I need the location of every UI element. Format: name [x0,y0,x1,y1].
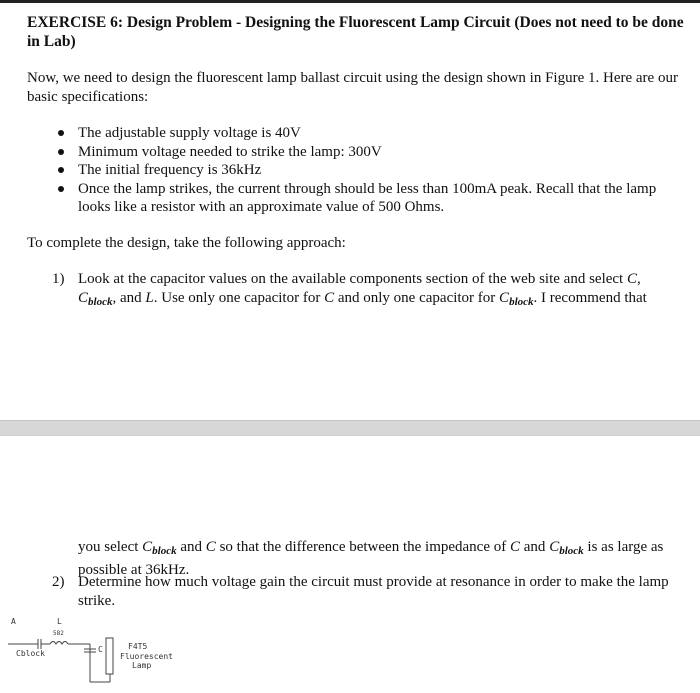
top-rule [0,0,700,3]
circuit-sketch [0,612,700,693]
step-1 [52,270,682,311]
capacitor-label: C [98,645,103,654]
lamp-model: F4T5 [128,642,148,651]
spec-item: The adjustable supply voltage is 40V [58,124,688,143]
step-2 [52,573,682,610]
lamp-label-line2: Lamp [132,661,152,670]
exercise-title: EXERCISE 6: Design Problem - Designing the Fluorescent Lamp Circuit (Does not need to be done in Lab) [27,14,684,50]
inductor-coil [50,642,68,645]
inductor-label: L [57,617,62,626]
step-1-continued-text: you select $C_{block}$ and C so that the difference between the impedance of C and $C_{block}$ is as large as possible at 36kHz. [78,539,664,578]
lamp-tube [106,638,113,674]
inductor-value: 582 [53,630,64,637]
spec-item: The initial frequency is 36kHz [58,161,688,180]
step-2-text: Determine how much voltage gain the circuit must provide at resonance in order to make the lamp strike. [78,574,669,609]
spec-list [58,124,688,217]
intro-paragraph: Now, we need to design the fluorescent lamp ballast circuit using the design shown in Figure 1. Here are our basic specifications: [27,70,678,105]
lamp-label-line1: Fluorescent [120,652,173,661]
approach-heading: To complete the design, take the following approach: [27,235,346,251]
step-2-number: 2) [52,574,65,590]
node-a-label: A [11,617,16,626]
step-1-text: Look at the capacitor values on the available components section of the web site and select C, $C_{block}$, and L. Use only one capacitor for C and only one capacitor for $C_{block}$. I recommend that [78,271,647,308]
page-divider [0,420,700,436]
cblock-label: Cblock [16,649,45,658]
step-1-number: 1) [52,271,65,287]
spec-item: Minimum voltage needed to strike the lamp: 300V [58,143,688,162]
spec-item: Once the lamp strikes, the current through should be less than 100mA peak. Recall that the lamp looks like a resistor with an approximate value of 500 Ohms. [58,180,688,217]
